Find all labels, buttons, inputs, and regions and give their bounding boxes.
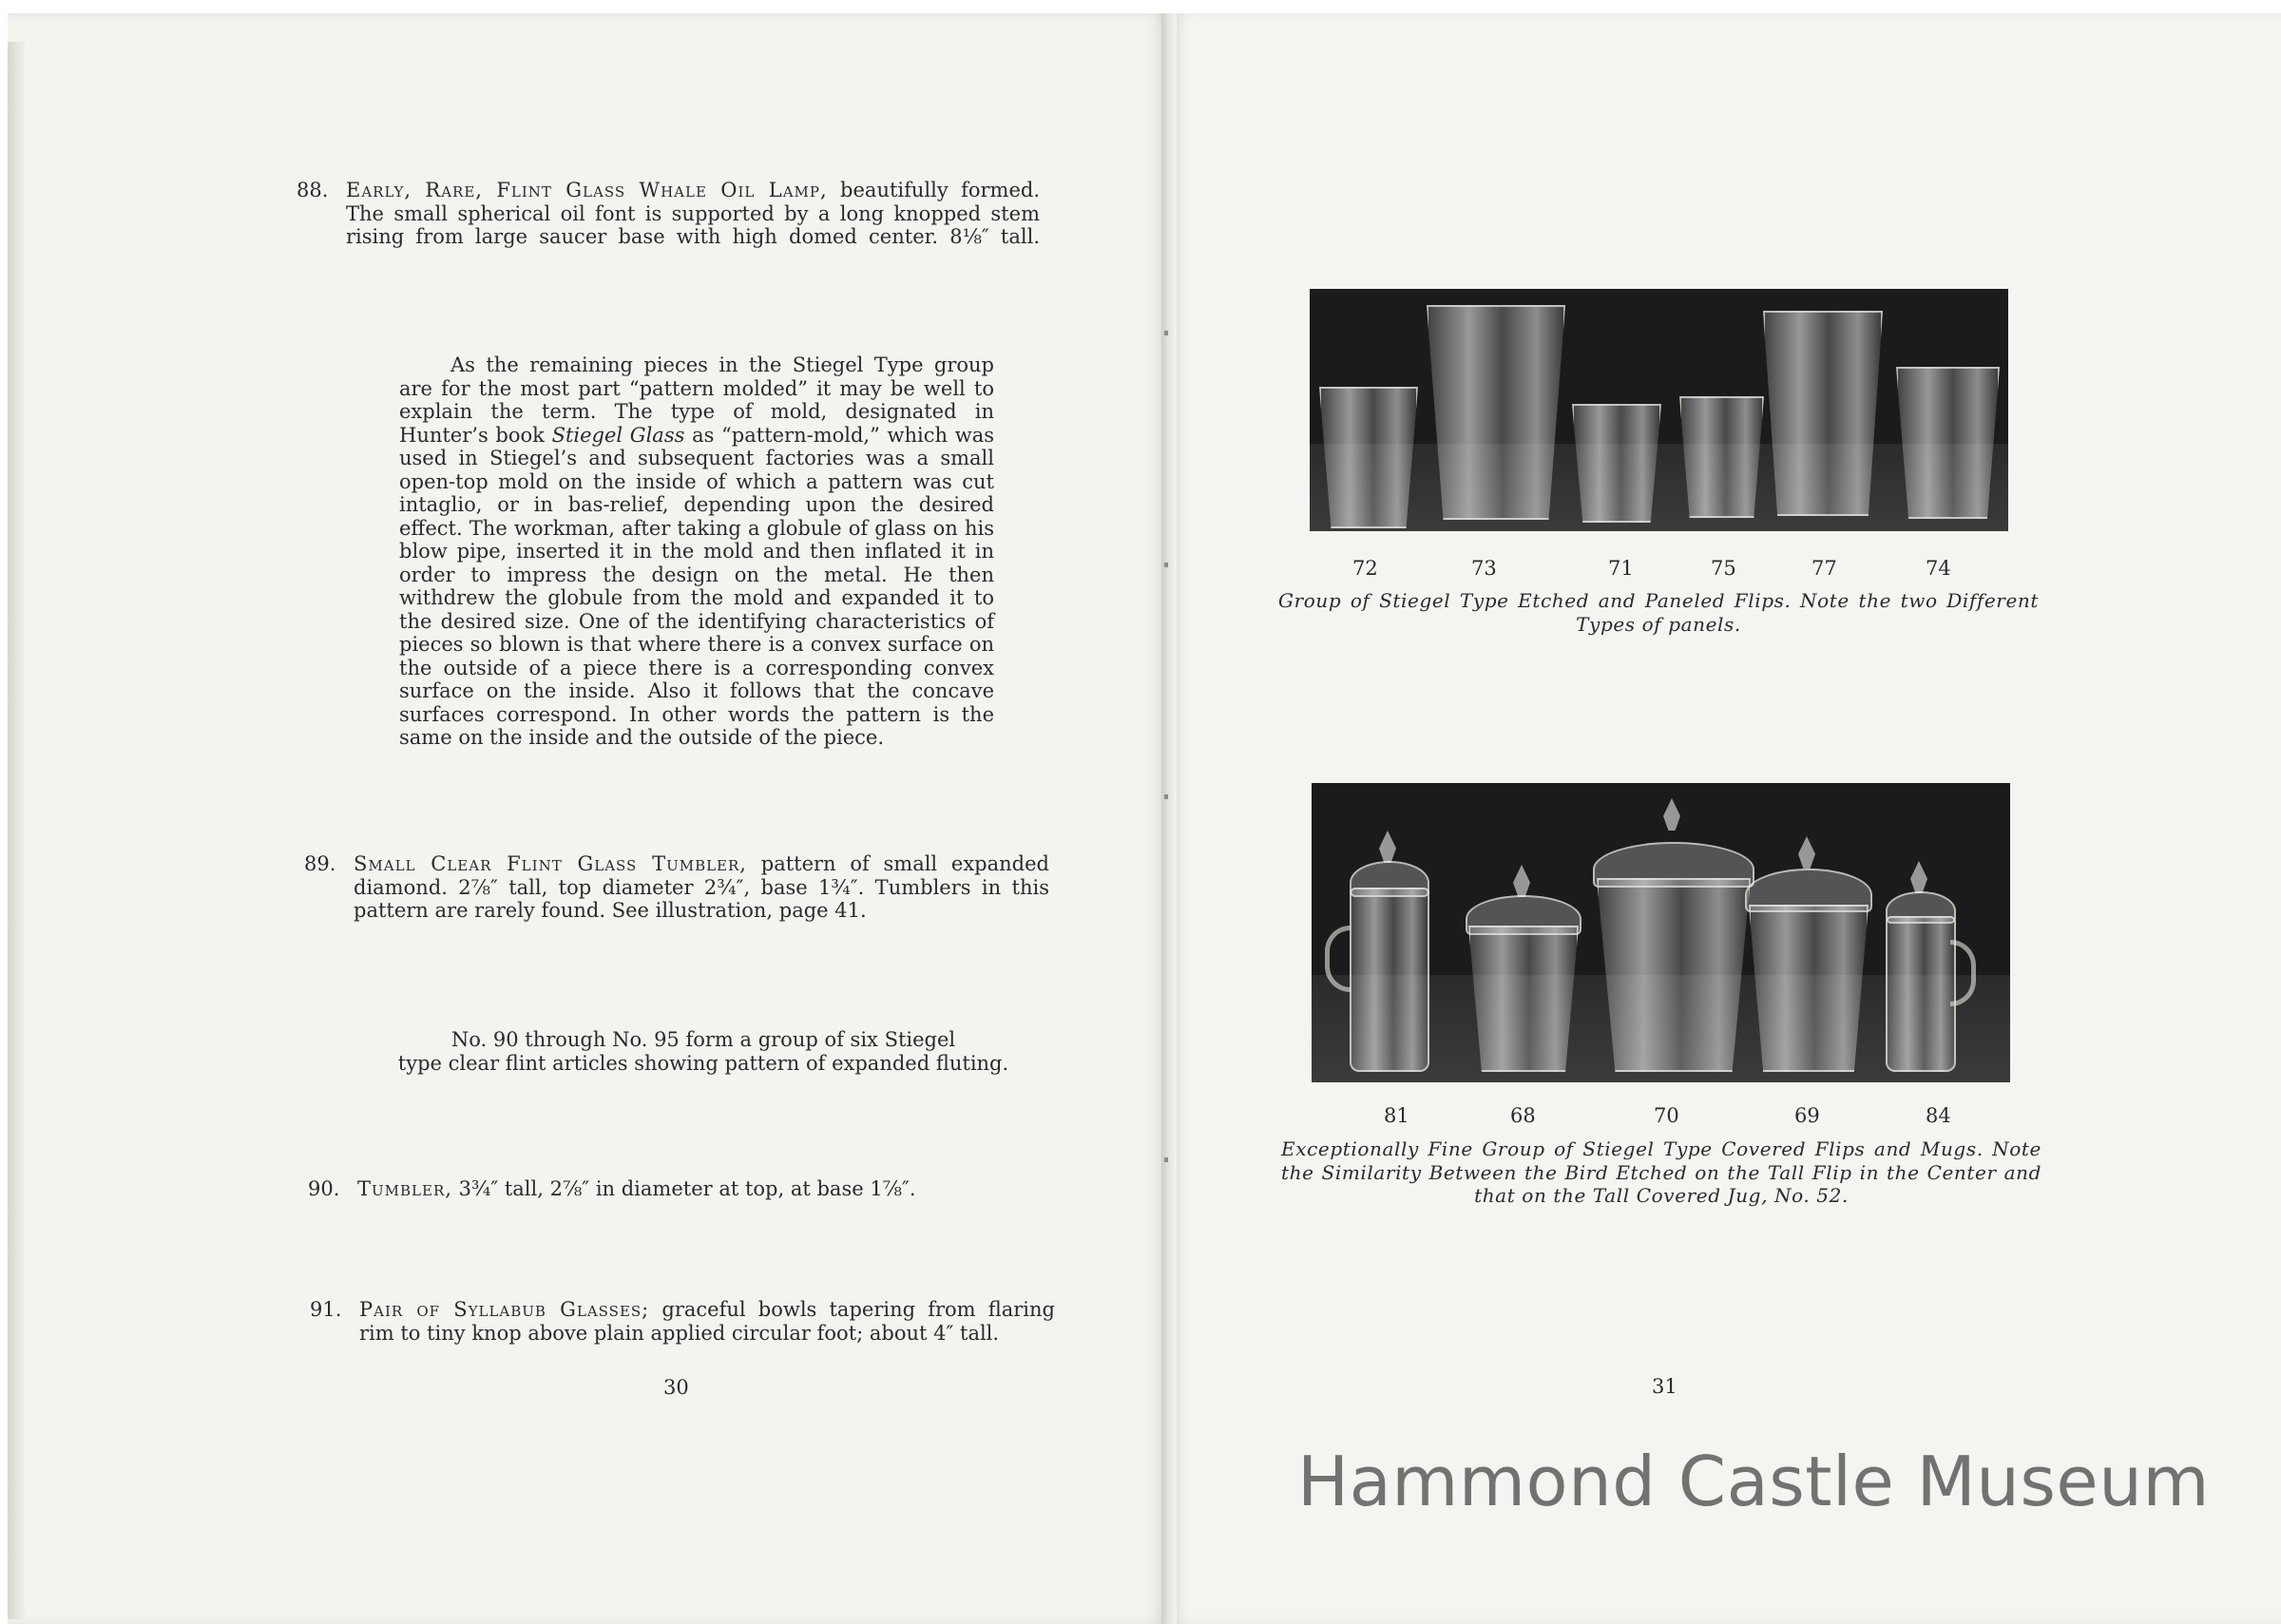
figure-1-caption: Group of Stiegel Type Etched and Paneled Flips. Note the two Different Types of panels.: [1278, 589, 2039, 636]
binding-stitch: [1164, 794, 1168, 799]
group-note: [380, 1028, 1026, 1075]
note-text: as “pattern-mold,” which was used in Stiegel’s and subsequent factories was a small open-top mold on the inside of which a pattern was cut intaglio, or in bas-relief, depending upon the desired effect. The workman, after taking a globule of glass on his blow pipe, inserted it in the mold and then inflated it in order to impress the design on the metal. He then withdrew the globule from the mold and expanded it to the desired size. One of the identifying characteristics of pieces so blown is that where there is a convex surface on the outside of a piece there is a corresponding convex surface on the inside. Also it follows that the concave surfaces correspond. In other words the pattern is the same on the inside and the outside of the piece.: [399, 423, 994, 749]
item-label: 81: [1384, 1104, 1409, 1127]
covered-flip-70: [1597, 878, 1751, 1072]
binding-stitch: [1164, 563, 1168, 567]
item-label: 71: [1608, 557, 1634, 580]
entry-number: 88.: [297, 179, 329, 201]
flip-glass-74: [1896, 367, 2000, 519]
mug-handle: [1325, 926, 1351, 992]
page-edge: [8, 42, 25, 1619]
watermark: Hammond Castle Museum: [1297, 1442, 2210, 1521]
book-title: Stiegel Glass: [551, 423, 685, 447]
photo-covered-flips-mugs: [1312, 783, 2010, 1082]
finial: [1379, 831, 1396, 863]
mug-81: [1350, 888, 1429, 1072]
covered-flip-68: [1468, 926, 1579, 1072]
note-line: No. 90 through No. 95 form a group of six Stiegel: [450, 1028, 956, 1051]
item-label: 72: [1352, 557, 1378, 580]
finial: [1513, 865, 1530, 897]
item-label: 75: [1711, 557, 1736, 580]
entry-text: diamond. 2⅞″ tall, top diameter 2¾″, base 1¾″. Tumblers in this: [354, 875, 1049, 899]
entry-number: 89.: [304, 852, 336, 875]
figure-2-labels: [1312, 1104, 2010, 1129]
figure-1-labels: [1310, 557, 2008, 582]
item-label: 73: [1471, 557, 1497, 580]
catalog-entry-88: [297, 179, 1040, 249]
entry-text: beautifully formed.: [840, 179, 1040, 201]
entry-title: Early, Rare, Flint Glass Whale Oil Lamp,: [346, 179, 828, 201]
note-paragraph: [399, 353, 994, 750]
entry-title: Small Clear Flint Glass Tumbler,: [354, 852, 747, 875]
entry-number: 91.: [310, 1298, 342, 1321]
lid: [1593, 842, 1754, 888]
lid: [1745, 869, 1872, 912]
left-page: [8, 13, 1169, 1624]
entry-number: 90.: [308, 1177, 340, 1200]
binding-stitch: [1164, 1157, 1168, 1162]
mug-84: [1886, 916, 1956, 1072]
finial: [1798, 836, 1815, 869]
entry-text: rim to tiny knop above plain applied circular foot; about 4″ tall.: [359, 1321, 1000, 1345]
figure-2-caption: Exceptionally Fine Group of Stiegel Type Covered Flips and Mugs. Note the Similarity Between the Bird Etched on the Tall Flip in the Center and that on the Tall Covered Jug, No. 52.: [1281, 1137, 2041, 1207]
entry-text: The small spherical oil font is supported by a long knopped stem: [346, 201, 1040, 225]
entry-title: Pair of Syllabub Glasses;: [359, 1298, 650, 1321]
note-text: As the remaining pieces in the Stiegel Type group are for the most part “pattern molded” it may be well to explain the term. The type of mold, designated in Hunter’s book: [399, 353, 994, 447]
entry-text: 3¾″ tall, 2⅞″ in diameter at top, at base 1⅞″.: [458, 1177, 916, 1200]
lid: [1886, 891, 1956, 924]
pattern-mold-note: [399, 353, 994, 750]
lid: [1350, 861, 1429, 897]
catalog-entry-89: [304, 852, 1049, 923]
finial: [1910, 861, 1927, 893]
entry-title: Tumbler,: [357, 1177, 452, 1200]
book-gutter: [1161, 13, 1177, 1624]
item-label: 68: [1510, 1104, 1536, 1127]
flip-glass-75: [1679, 396, 1764, 518]
note-line: type clear flint articles showing pattern of expanded fluting.: [397, 1051, 1009, 1075]
finial: [1663, 798, 1680, 831]
entry-text: pattern of small expanded: [760, 852, 1049, 875]
flip-glass-73: [1427, 305, 1565, 520]
entry-text: rising from large saucer base with high domed center. 8⅛″ tall.: [346, 225, 1040, 248]
item-label: 77: [1811, 557, 1837, 580]
catalog-entry-91: [310, 1298, 1055, 1345]
binding-stitch: [1164, 331, 1168, 335]
item-label: 70: [1654, 1104, 1679, 1127]
flip-glass-72: [1319, 387, 1418, 528]
item-label: 69: [1794, 1104, 1820, 1127]
covered-flip-69: [1749, 905, 1869, 1072]
page-number-left: 30: [663, 1376, 689, 1399]
item-label: 74: [1926, 557, 1951, 580]
photo-etched-paneled-flips: [1310, 289, 2008, 531]
lid: [1466, 895, 1581, 935]
flip-glass-71: [1572, 404, 1661, 523]
page-number-right: 31: [1652, 1375, 1677, 1398]
entry-text: graceful bowls tapering from flaring: [661, 1298, 1055, 1321]
catalog-entry-90: [308, 1177, 1061, 1201]
flip-glass-77: [1763, 311, 1883, 516]
entry-text: pattern are rarely found. See illustration, page 41.: [354, 899, 867, 922]
mug-handle: [1950, 940, 1976, 1006]
item-label: 84: [1926, 1104, 1951, 1127]
